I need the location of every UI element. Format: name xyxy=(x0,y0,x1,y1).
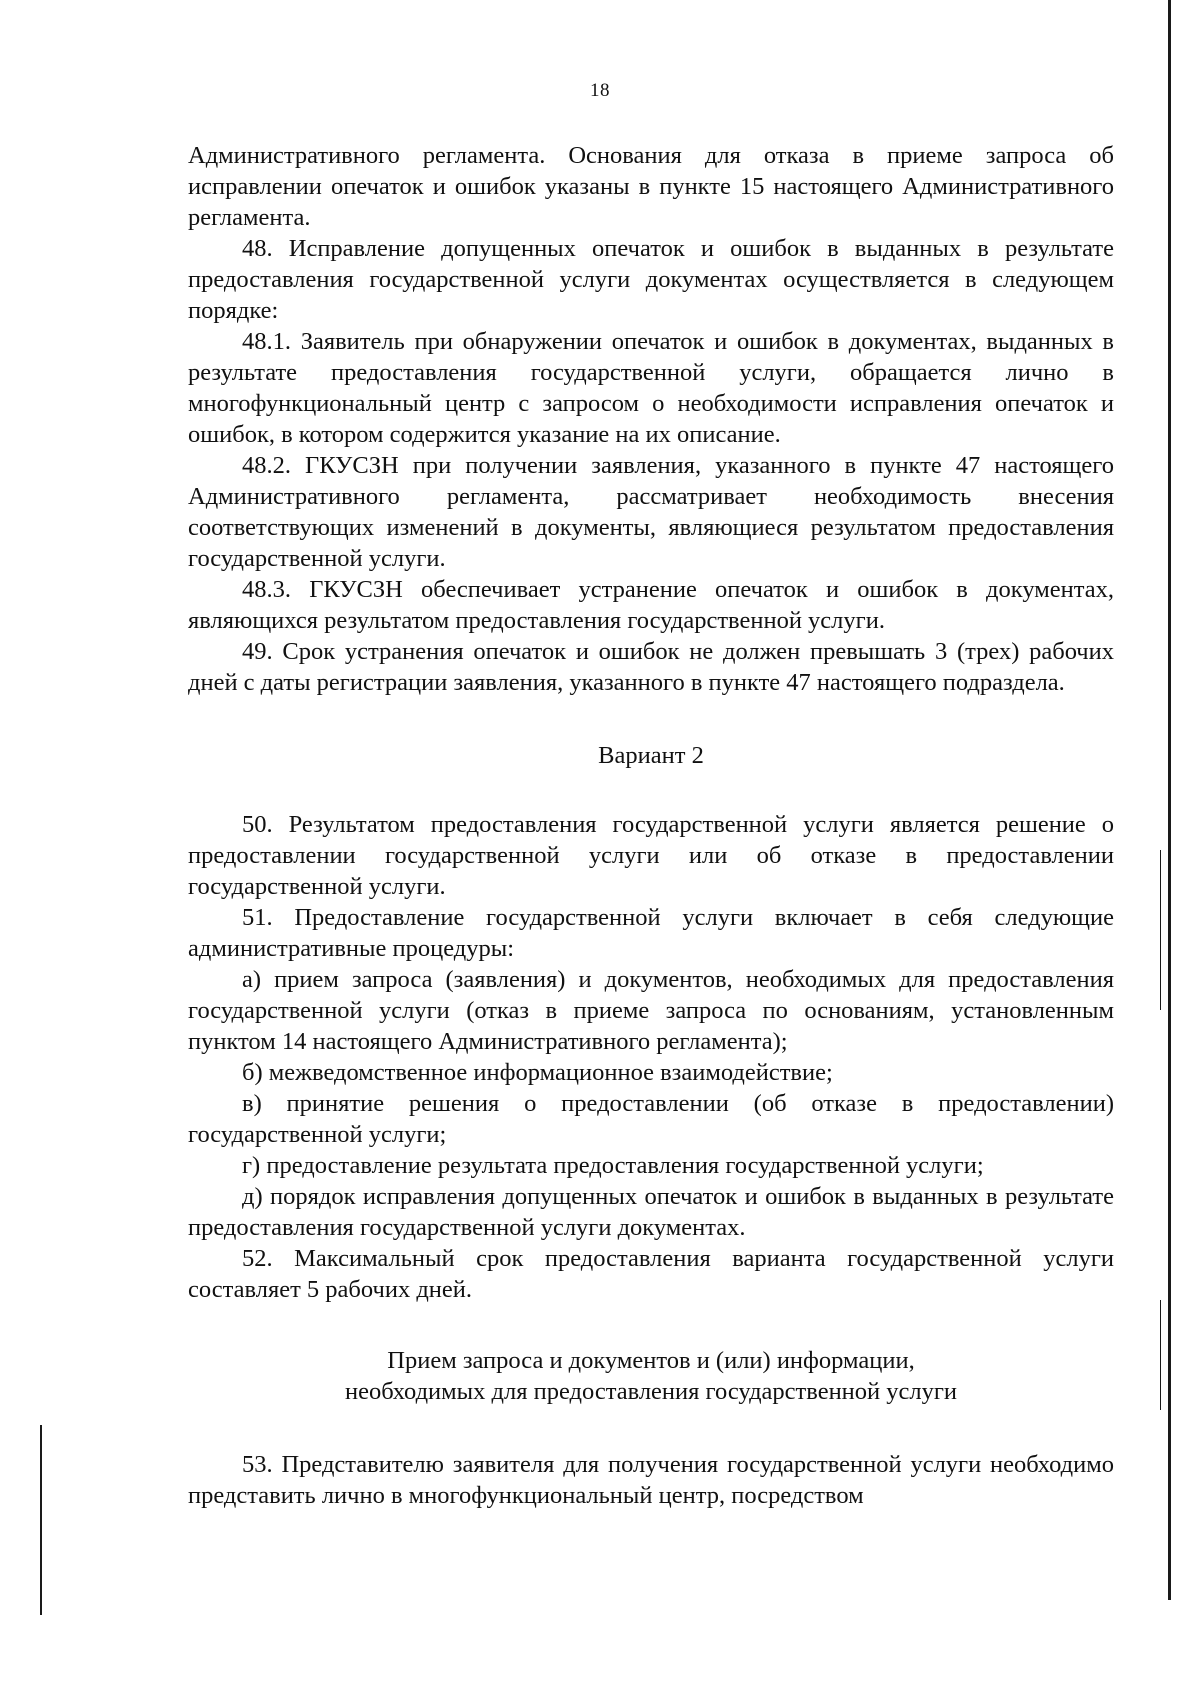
paragraph-48-3: 48.3. ГКУСЗН обеспечивает устранение опечаток и ошибок в документах, являющихся результатом предоставления государственной услуги. xyxy=(188,576,1114,634)
page-number: 18 xyxy=(590,80,610,101)
section-heading-line-2: необходимых для предоставления государственной услуги xyxy=(344,1378,958,1405)
scan-edge-line-right-fragment xyxy=(1160,850,1161,1010)
scan-edge-line-right xyxy=(1168,0,1171,1600)
list-item-a: а) прием запроса (заявления) и документов, необходимых для предоставления государственной услуги (отказ в приеме запроса по основаниям, установленным пунктом 14 настоящего Административного регламента); xyxy=(188,966,1114,1055)
document-body xyxy=(188,140,1114,1511)
heading-variant-2: Вариант 2 xyxy=(598,742,704,769)
list-item-b: б) межведомственное информационное взаимодействие; xyxy=(242,1059,833,1086)
paragraph-53: 53. Представителю заявителя для получения государственной услуги необходимо представить лично в многофункциональный центр, посредством xyxy=(188,1451,1114,1509)
paragraph-48-1: 48.1. Заявитель при обнаружении опечаток и ошибок в документах, выданных в результате предоставления государственной услуги, обращается лично в многофункциональный центр с запросом о необходимости исправления опечаток и ошибок, в котором содержится указание на их описание. xyxy=(188,328,1114,448)
paragraph-49: 49. Срок устранения опечаток и ошибок не должен превышать 3 (трех) рабочих дней с даты регистрации заявления, указанного в пункте 47 настоящего подраздела. xyxy=(188,638,1114,696)
scan-edge-line-left xyxy=(40,1425,42,1615)
list-item-v: в) принятие решения о предоставлении (об отказе в предоставлении) государственной услуги; xyxy=(188,1090,1114,1148)
list-item-g: г) предоставление результата предоставления государственной услуги; xyxy=(242,1152,984,1179)
paragraph-50: 50. Результатом предоставления государственной услуги является решение о предоставлении государственной услуги или об отказе в предоставлении государственной услуги. xyxy=(188,811,1114,900)
section-heading-line-1: Прием запроса и документов и (или) информации, xyxy=(387,1347,915,1374)
list-item-d: д) порядок исправления допущенных опечаток и ошибок в выданных в результате предоставления государственной услуги документах. xyxy=(188,1183,1114,1241)
scan-edge-line-right-fragment-2 xyxy=(1160,1300,1161,1410)
paragraph-48-2: 48.2. ГКУСЗН при получении заявления, указанного в пункте 47 настоящего Административного регламента, рассматривает необходимость внесения соответствующих изменений в документы, являющиеся результатом предоставления государственной услуги. xyxy=(188,452,1114,572)
paragraph-continuation: Административного регламента. Основания для отказа в приеме запроса об исправлении опечаток и ошибок указаны в пункте 15 настоящего Административного регламента. xyxy=(188,142,1114,231)
paragraph-51: 51. Предоставление государственной услуги включает в себя следующие административные процедуры: xyxy=(188,904,1114,962)
paragraph-52: 52. Максимальный срок предоставления варианта государственной услуги составляет 5 рабочих дней. xyxy=(188,1245,1114,1303)
paragraph-48: 48. Исправление допущенных опечаток и ошибок в выданных в результате предоставления государственной услуги документах осуществляется в следующем порядке: xyxy=(188,235,1114,324)
